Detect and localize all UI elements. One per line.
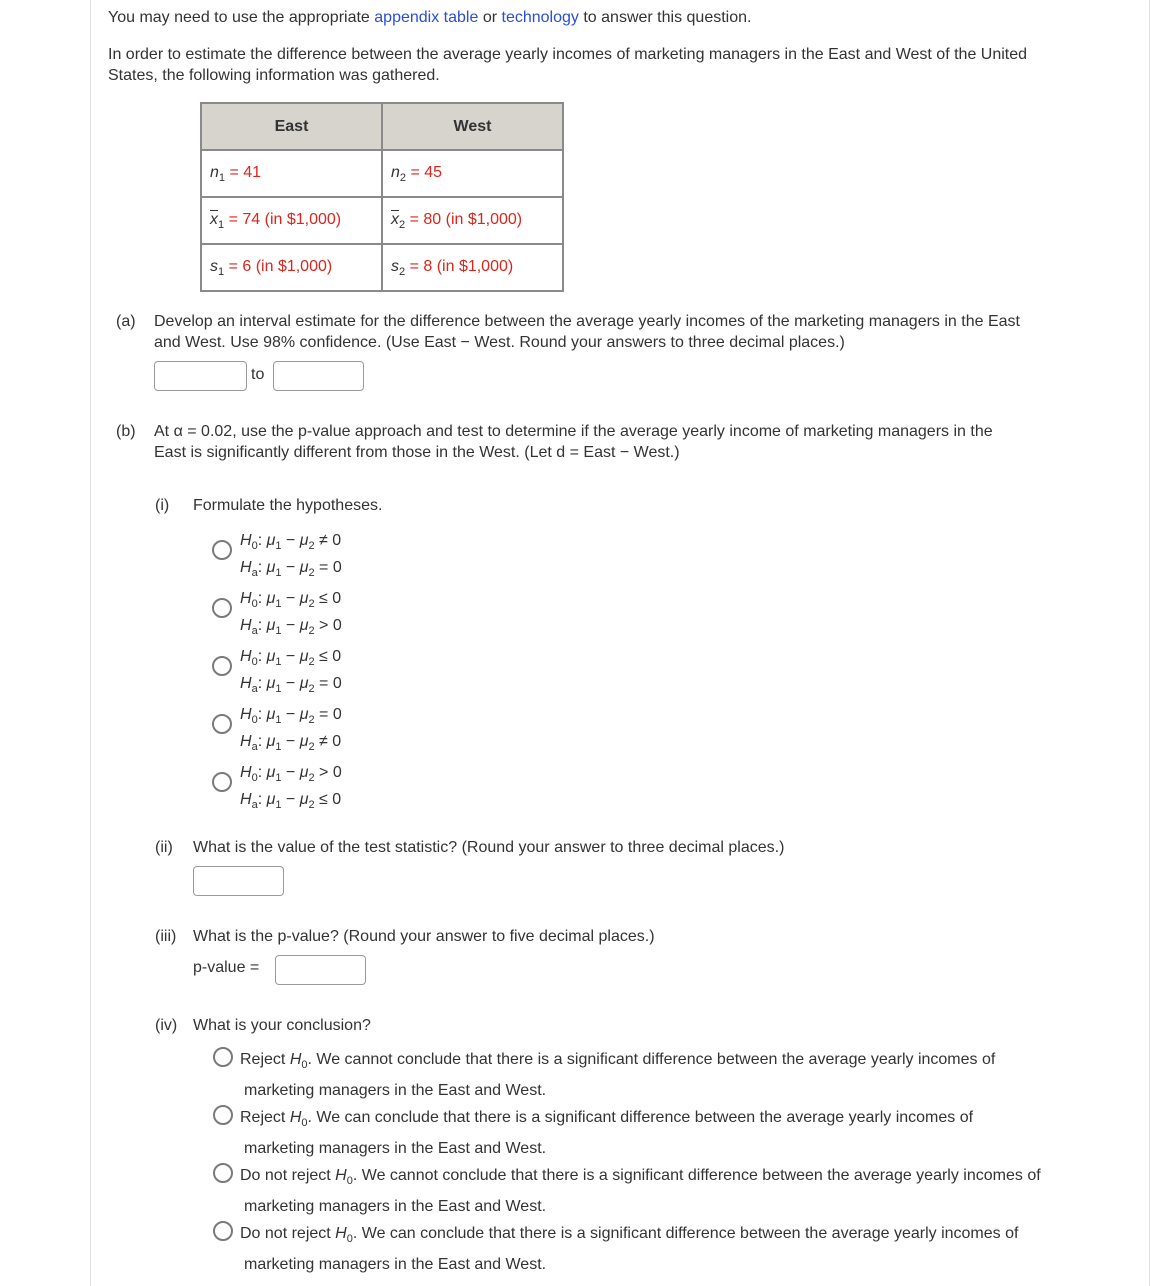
part-a-line-2: and West. Use 98% confidence. (Use East − West. Round your answers to three decimal places.) bbox=[154, 334, 845, 351]
hypothesis-option-5[interactable]: $H_0$: $\mu_1 - \mu_2 > 0$ $H_a$: $\mu_1 - \mu_2 \le 0$ bbox=[240, 764, 342, 811]
ha-relation: > 0 bbox=[319, 617, 342, 634]
conclusion-lead: Reject bbox=[240, 1051, 286, 1068]
intro-middle: or bbox=[482, 9, 498, 26]
conclusion-option-3[interactable]: Do not reject $H_0$. We cannot conclude that there is a significant difference between the average yearly incomes of marketing managers in the East and West. bbox=[240, 1167, 1041, 1215]
hypothesis-radio-5[interactable] bbox=[212, 772, 232, 792]
part-b-line-1: At α = 0.02, use the p-value approach and test to determine if the average yearly income of marketing managers in the bbox=[154, 423, 993, 440]
technology-link[interactable]: technology bbox=[501, 9, 579, 26]
part-iv-label: (iv) bbox=[155, 1017, 178, 1034]
p-value-label: p-value = bbox=[193, 959, 260, 976]
x1-value: = 74 (in $1,000) bbox=[228, 210, 342, 228]
h0-relation: ≤ 0 bbox=[319, 590, 342, 607]
cell-n1: $n_1 = 41$ bbox=[201, 150, 382, 197]
hypothesis-option-2[interactable]: $H_0$: $\mu_1 - \mu_2 \le 0$ $H_a$: $\mu_1 - \mu_2 > 0$ bbox=[240, 590, 342, 637]
conclusion-radio-3[interactable] bbox=[213, 1163, 233, 1183]
hypothesis-radio-1[interactable] bbox=[212, 540, 232, 560]
part-b-label: (b) bbox=[116, 423, 136, 440]
conclusion-line-2: marketing managers in the East and West. bbox=[244, 1198, 547, 1215]
part-i-text: Formulate the hypotheses. bbox=[193, 497, 383, 514]
s1-value: = 6 (in $1,000) bbox=[228, 257, 333, 275]
h0-relation: ≠ 0 bbox=[319, 532, 342, 549]
p-value-input[interactable] bbox=[275, 955, 366, 985]
conclusion-radio-1[interactable] bbox=[213, 1047, 233, 1067]
intro-suffix: to answer this question. bbox=[583, 9, 752, 26]
n2-value: = 45 bbox=[410, 163, 443, 181]
cell-x2: $\overline{x}_2 = 80$ (in $1,000) bbox=[382, 197, 563, 244]
cell-s1: $s_1 = 6$ (in $1,000) bbox=[201, 244, 382, 291]
hypothesis-radio-3[interactable] bbox=[212, 656, 232, 676]
table-header-west: West bbox=[382, 103, 563, 150]
cell-s2: $s_2 = 8$ (in $1,000) bbox=[382, 244, 563, 291]
conclusion-lead: Reject bbox=[240, 1109, 286, 1126]
h0-relation: ≤ 0 bbox=[319, 648, 342, 665]
hypothesis-radio-2[interactable] bbox=[212, 598, 232, 618]
conclusion-line-2: marketing managers in the East and West. bbox=[244, 1256, 547, 1273]
conclusion-rest: We cannot conclude that there is a significant difference between the average yearly incomes of bbox=[361, 1167, 1041, 1184]
part-a-line-1: Develop an interval estimate for the difference between the average yearly incomes of the marketing managers in the East bbox=[154, 313, 1020, 330]
s2-value: = 8 (in $1,000) bbox=[409, 257, 514, 275]
interval-upper-input[interactable] bbox=[273, 361, 364, 391]
interval-to-label: to bbox=[251, 366, 265, 383]
table-header-east: East bbox=[201, 103, 382, 150]
intro-line bbox=[108, 9, 751, 27]
x2-value: = 80 (in $1,000) bbox=[409, 210, 523, 228]
cell-n2: $n_2 = 45$ bbox=[382, 150, 563, 197]
h0-relation: = 0 bbox=[319, 706, 342, 723]
conclusion-option-4[interactable]: Do not reject $H_0$. We can conclude that there is a significant difference between the average yearly incomes of marketing managers in the East and West. bbox=[240, 1225, 1019, 1273]
appendix-table-link[interactable]: appendix table bbox=[374, 9, 479, 26]
ha-relation: = 0 bbox=[319, 675, 342, 692]
question-line-1: In order to estimate the difference between the average yearly incomes of marketing managers in the East and West of the United bbox=[108, 46, 1028, 63]
hypothesis-option-1[interactable]: $H_0$: $\mu_1 - \mu_2 \ne 0$ $H_a$: $\mu_1 - \mu_2 = 0$ bbox=[240, 532, 342, 579]
part-a-label: (a) bbox=[116, 313, 136, 330]
cell-x1: $\overline{x}_1 = 74$ (in $1,000) bbox=[201, 197, 382, 244]
ha-relation: ≤ 0 bbox=[319, 791, 342, 808]
ha-relation: ≠ 0 bbox=[319, 733, 342, 750]
test-statistic-input[interactable] bbox=[193, 866, 284, 896]
interval-lower-input[interactable] bbox=[154, 361, 247, 391]
part-iii-text: What is the p-value? (Round your answer to five decimal places.) bbox=[193, 928, 655, 945]
conclusion-line-2: marketing managers in the East and West. bbox=[244, 1140, 547, 1157]
part-ii-label: (ii) bbox=[155, 839, 173, 856]
question-line-2: States, the following information was gathered. bbox=[108, 67, 440, 84]
conclusion-line-2: marketing managers in the East and West. bbox=[244, 1082, 547, 1099]
conclusion-rest: We can conclude that there is a significant difference between the average yearly incomes of bbox=[361, 1225, 1019, 1242]
part-iii-label: (iii) bbox=[155, 928, 177, 945]
part-iv-text: What is your conclusion? bbox=[193, 1017, 371, 1034]
n1-value: = 41 bbox=[229, 163, 262, 181]
data-table bbox=[200, 102, 564, 292]
conclusion-radio-4[interactable] bbox=[213, 1221, 233, 1241]
part-b-line-2: East is significantly different from those in the West. (Let d = East − West.) bbox=[154, 444, 680, 461]
hypothesis-option-4[interactable]: $H_0$: $\mu_1 - \mu_2 = 0$ $H_a$: $\mu_1 - \mu_2 \ne 0$ bbox=[240, 706, 342, 753]
conclusion-option-1[interactable]: Reject $H_0$. We cannot conclude that there is a significant difference between the average yearly incomes of marketing managers in the East and West. bbox=[240, 1051, 996, 1099]
conclusion-rest: We can conclude that there is a significant difference between the average yearly incomes of bbox=[316, 1109, 974, 1126]
ha-relation: = 0 bbox=[319, 559, 342, 576]
h0-relation: > 0 bbox=[319, 764, 342, 781]
hypothesis-option-3[interactable]: $H_0$: $\mu_1 - \mu_2 \le 0$ $H_a$: $\mu_1 - \mu_2 = 0$ bbox=[240, 648, 342, 695]
conclusion-lead: Do not reject bbox=[240, 1225, 331, 1242]
hypothesis-radio-4[interactable] bbox=[212, 714, 232, 734]
part-ii-text: What is the value of the test statistic? (Round your answer to three decimal places.) bbox=[193, 839, 785, 856]
part-i-label: (i) bbox=[155, 497, 170, 514]
conclusion-rest: We cannot conclude that there is a significant difference between the average yearly incomes of bbox=[316, 1051, 996, 1068]
conclusion-lead: Do not reject bbox=[240, 1167, 331, 1184]
conclusion-radio-2[interactable] bbox=[213, 1105, 233, 1125]
conclusion-option-2[interactable]: Reject $H_0$. We can conclude that there is a significant difference between the average yearly incomes of marketing managers in the East and West. bbox=[240, 1109, 974, 1157]
intro-prefix: You may need to use the appropriate bbox=[108, 9, 370, 26]
